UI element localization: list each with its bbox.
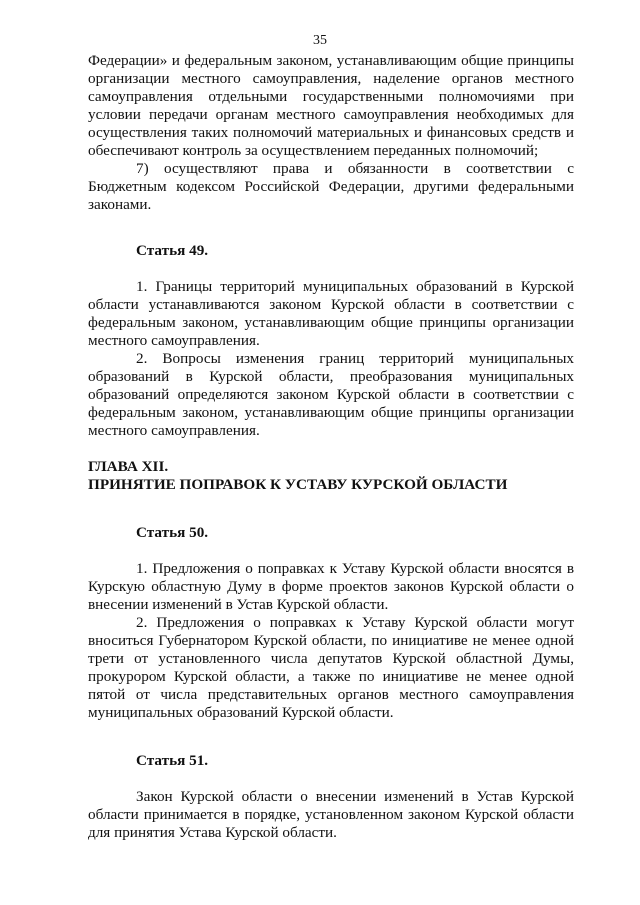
article-49-heading: Статья 49. [136, 242, 209, 259]
article-50-paragraph-2: 2. Предложения о поправках к Уставу Курской области могут вноситься Губернатором Курской области, по инициативе не менее одной трети от установленного числа депутатов Курской областной Думы, прокурором Курской области, а также по инициативе не менее одной пятой от числа представительных органов местного самоуправления муниципальных образований Курской области. [88, 614, 574, 721]
chapter-label: ГЛАВА XII. [88, 458, 169, 475]
article-51-heading: Статья 51. [136, 752, 209, 769]
paragraph-item-7: 7) осуществляют права и обязанности в соответствии с Бюджетным кодексом Российской Федерации, другими федеральными законами. [88, 160, 574, 213]
article-51-paragraph-1: Закон Курской области о внесении изменений в Устав Курской области принимается в порядке, установленном законом Курской области для принятия Устава Курской области. [88, 788, 574, 841]
article-49-paragraph-2: 2. Вопросы изменения границ территорий муниципальных образований в Курской области, преобразования муниципальных образований определяются законом Курской области в соответствии с федеральным законом, устанавливающим общие принципы организации местного самоуправления. [88, 350, 574, 439]
article-49-paragraph-1: 1. Границы территорий муниципальных образований в Курской области устанавливаются законом Курской области в соответствии с федеральным законом, устанавливающим общие принципы организации местного самоуправления. [88, 278, 574, 349]
chapter-title: ПРИНЯТИЕ ПОПРАВОК К УСТАВУ КУРСКОЙ ОБЛАСТИ [88, 476, 508, 493]
article-50-heading: Статья 50. [136, 524, 209, 541]
page-number: 35 [313, 33, 327, 48]
paragraph-continuation: Федерации» и федеральным законом, устанавливающим общие принципы организации местного самоуправления, наделение органов местного самоуправления отдельными государственными полномочиями при условии передачи органам местного самоуправления необходимых для осуществления таких полномочий материальных и финансовых средств и обеспечивают контроль за осуществлением переданных полномочий; [88, 52, 574, 159]
article-50-paragraph-1: 1. Предложения о поправках к Уставу Курской области вносятся в Курскую областную Думу в форме проектов законов Курской области о внесении изменений в Устав Курской области. [88, 560, 574, 613]
document-body [88, 52, 574, 842]
